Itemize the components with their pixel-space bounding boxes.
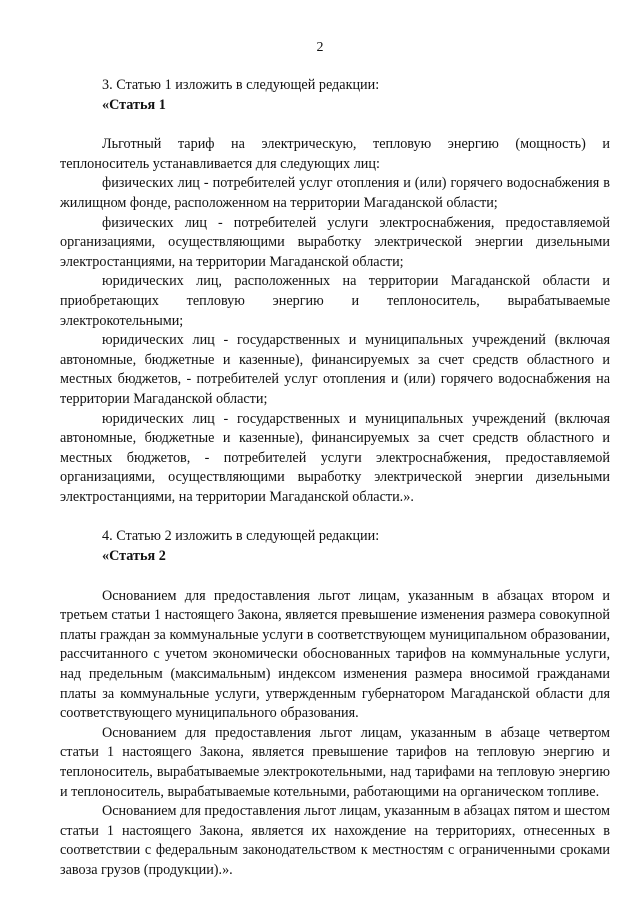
section-4-intro: 4. Статью 2 изложить в следующей редакции:: [102, 528, 380, 545]
article-1-title: [60, 96, 610, 116]
article-1-paragraph: Льготный тариф на электрическую, тепловую энергию (мощность) и теплоноситель устанавливается для следующих лиц:: [60, 136, 610, 172]
document-body: [60, 76, 610, 881]
section-3-intro: 3. Статью 1 изложить в следующей редакции:: [102, 77, 380, 93]
article-2-title: [60, 547, 610, 567]
article-1-paragraph: физических лиц - потребителей услуг отопления и (или) горячего водоснабжения в жилищном фонде, расположенном на территории Магаданской области;: [60, 175, 610, 211]
page-number: 2: [316, 40, 324, 55]
article-2-paragraph: Основанием для предоставления льгот лицам, указанным в абзаце четвертом статьи 1 настоящего Закона, является превышение тарифов на тепловую энергию и теплоноситель, вырабатываемые электрокотельными, над тарифами на тепловую энергию и теплоноситель, вырабатываемые котельными, работающими на органическом топливе.: [60, 724, 610, 800]
article-1-paragraph: физических лиц - потребителей услуги электроснабжения, предоставляемой организациями, осуществляющими выработку электрической энергии дизельными электростанциями, на территории Магаданской области;: [60, 214, 610, 270]
article-2-title-text: «Статья 2: [102, 548, 166, 565]
article-1-title-text: «Статья 1: [102, 96, 166, 113]
article-1-paragraph: юридических лиц - государственных и муниципальных учреждений (включая автономные, бюджетные и казенные), финансируемых за счет средств областного и местных бюджетов, - потребителей услуги электроснабжения, предоставляемой организациями, осуществляющими выработку электрической энергии дизельными электростанциями, на территории Магаданской области.».: [60, 410, 610, 505]
article-1-paragraph: юридических лиц, расположенных на территории Магаданской области и приобретающих тепловую энергию и теплоноситель, вырабатываемые электрокотельными;: [60, 273, 610, 329]
article-2-paragraph: Основанием для предоставления льгот лицам, указанным в абзацах втором и третьем статьи 1 настоящего Закона, является превышение изменения размера совокупной платы граждан за коммунальные услуги в соответствующем муниципальном образовании, рассчитанного с учетом экономически обоснованных тарифов на коммунальные услуги, над предельным (максимальным) индексом изменения размера вносимой гражданами платы за коммунальные услуги, утвержденным губернатором Магаданской области для соответствующего муниципального образования.: [60, 587, 610, 722]
article-2-paragraph: Основанием для предоставления льгот лицам, указанным в абзацах пятом и шестом статьи 1 настоящего Закона, является их нахождение на территориях, отнесенных в соответствии с федеральным законодательством к местностям с ограниченными сроками завоза грузов (продукции).».: [60, 803, 611, 878]
article-1-paragraph: юридических лиц - государственных и муниципальных учреждений (включая автономные, бюджетные и казенные), финансируемых за счет средств областного и местных бюджетов, - потребителей услуг отопления и (или) горячего водоснабжения на территории Магаданской области;: [60, 332, 610, 407]
